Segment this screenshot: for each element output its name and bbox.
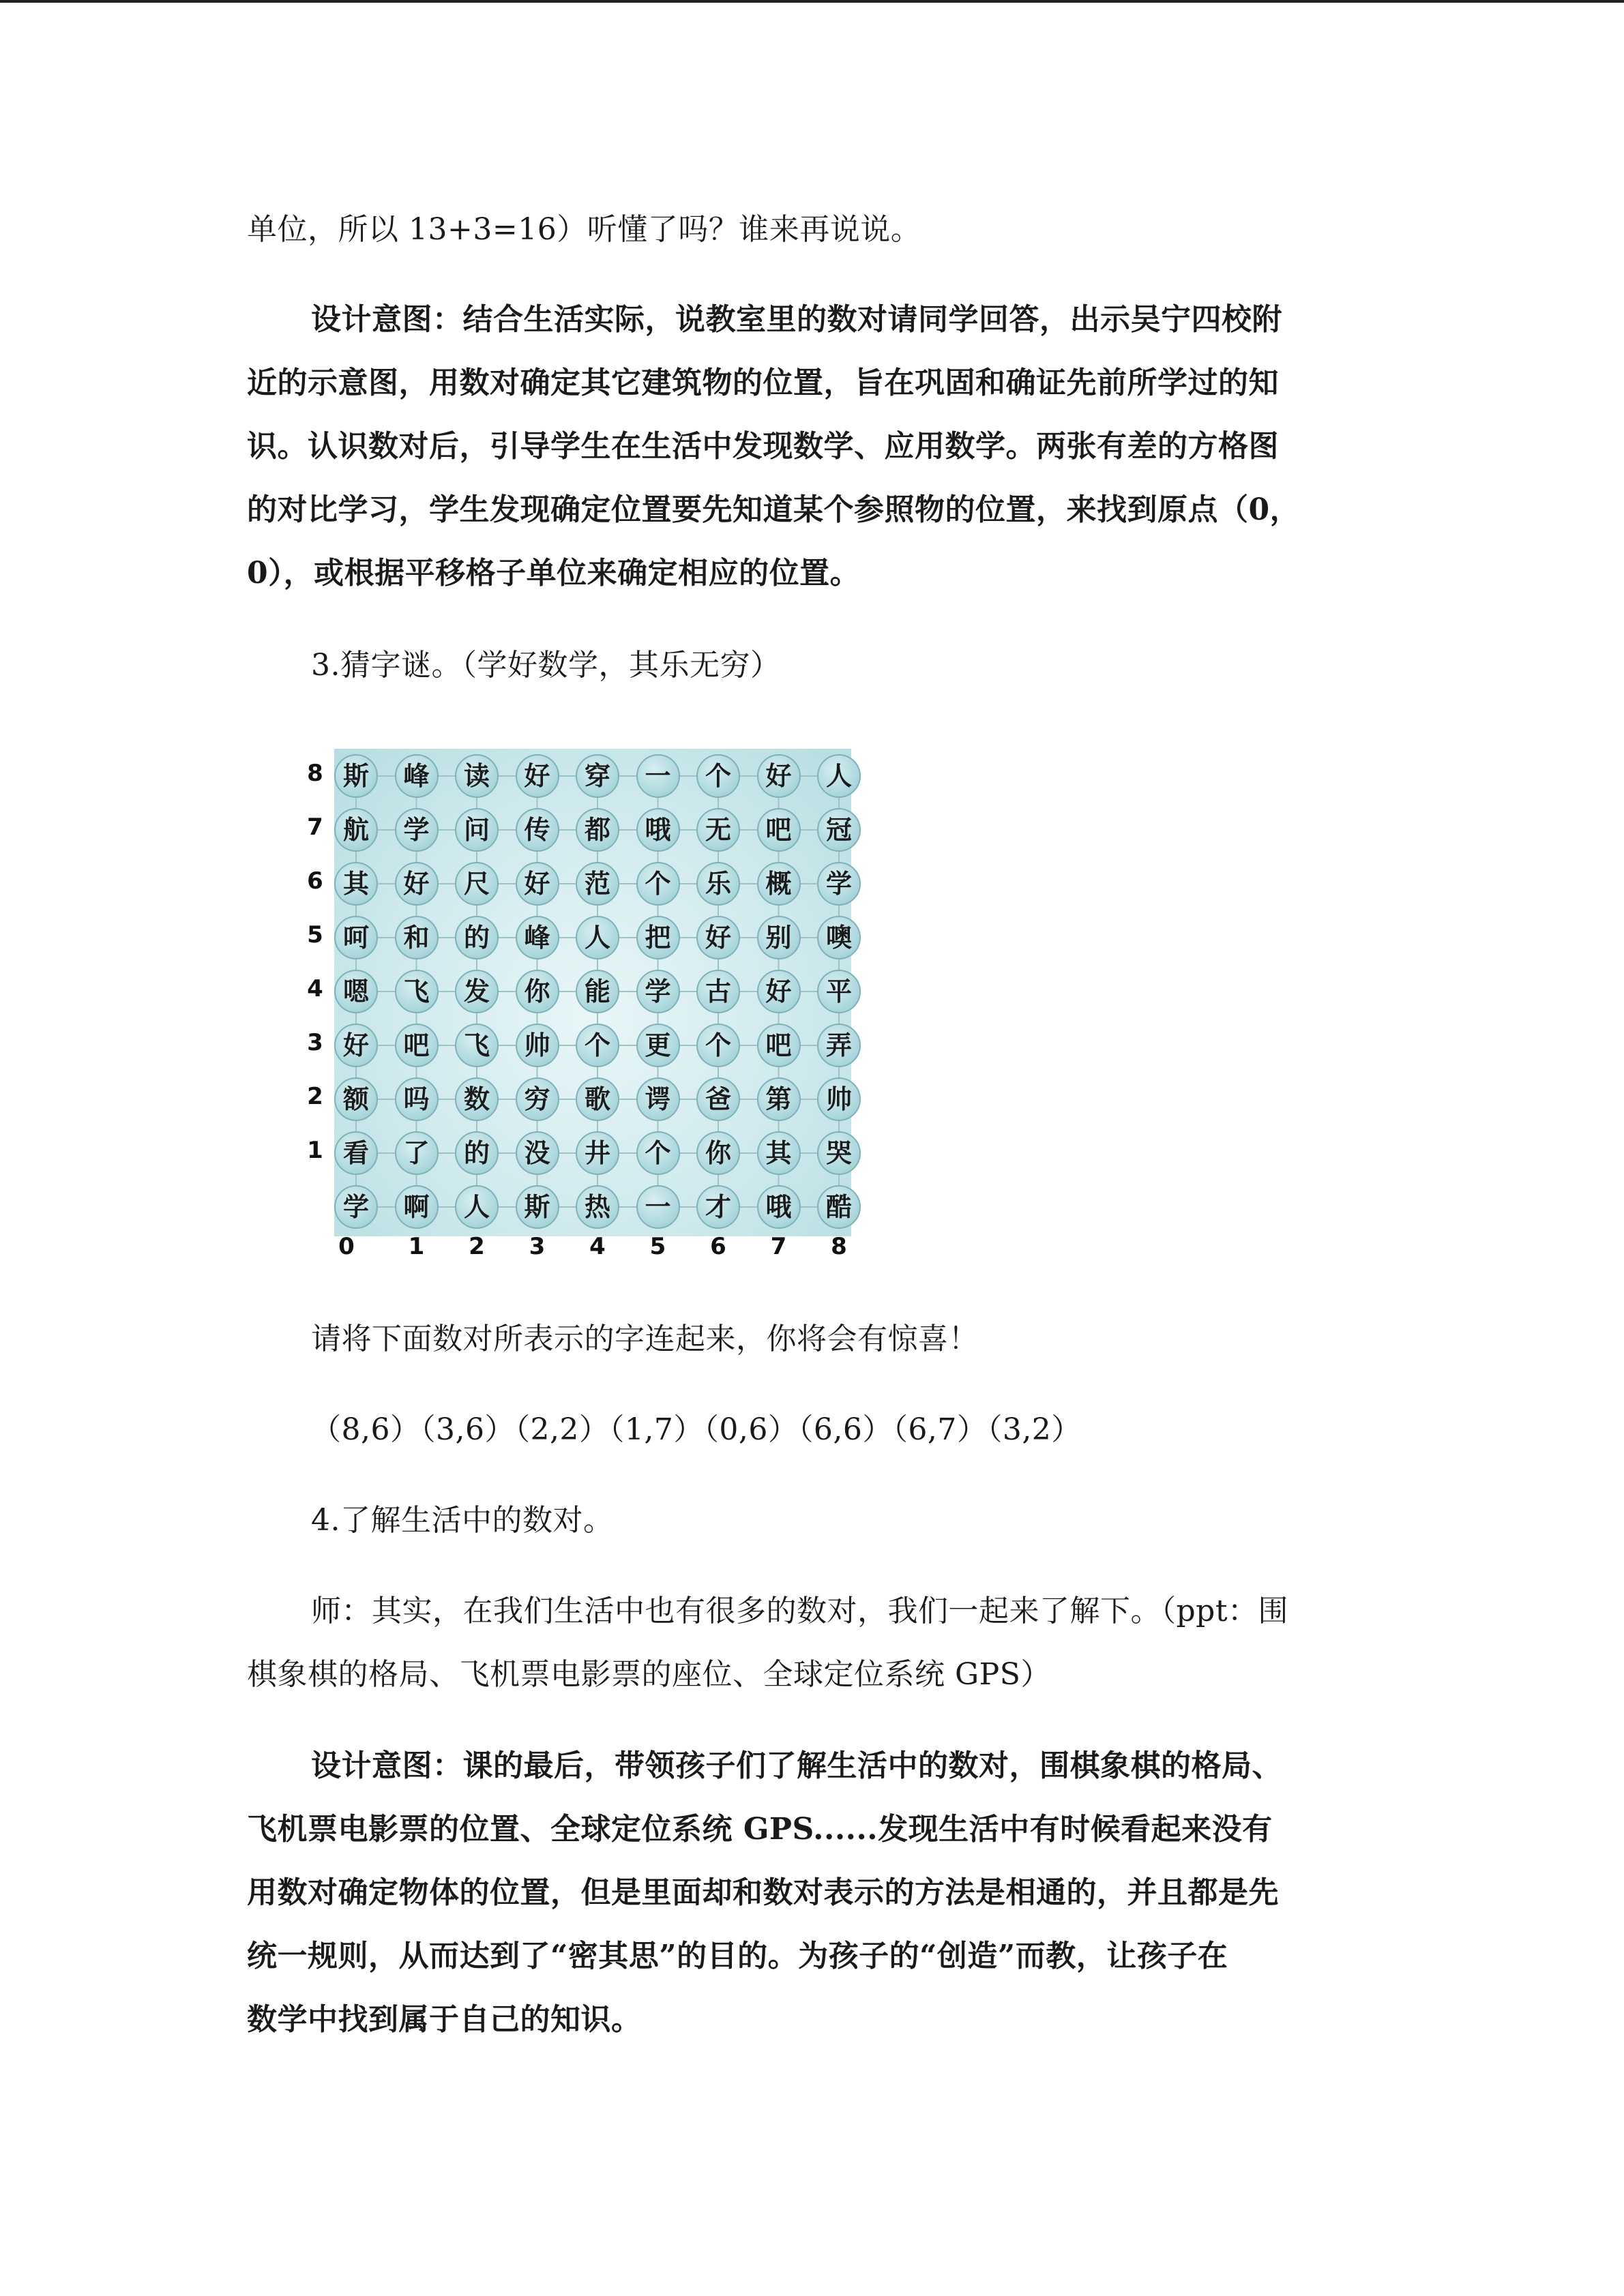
grid-character-cell: 没 (516, 1131, 559, 1175)
grid-character-cell: 读 (455, 754, 499, 798)
grid-character-cell: 穿 (576, 754, 619, 798)
grid-character-cell: 你 (516, 970, 559, 1013)
x-axis-label: 8 (831, 1233, 847, 1260)
section-4-heading: 4.了解生活中的数对。 (311, 1503, 614, 1538)
grid-character-cell: 吗 (395, 1077, 439, 1121)
grid-character-cell: 数 (455, 1077, 499, 1121)
grid-character-cell: 穷 (516, 1077, 559, 1121)
grid-character-cell: 第 (757, 1077, 801, 1121)
grid-character-cell: 发 (455, 970, 499, 1013)
y-axis-label: 5 (307, 921, 323, 949)
grid-character-cell: 个 (696, 754, 740, 798)
grid-character-cell: 了 (395, 1131, 439, 1175)
grid-character-cell: 嗯 (334, 970, 378, 1013)
grid-character-cell: 斯 (334, 754, 378, 798)
design-intent-2-line-5: 数学中找到属于自己的知识。 (247, 2002, 642, 2037)
grid-character-cell: 人 (576, 916, 619, 959)
grid-character-cell: 好 (696, 916, 740, 959)
x-axis-label: 6 (710, 1233, 726, 1260)
design-intent-1-line-2: 近的示意图，用数对确定其它建筑物的位置，旨在巩固和确证先前所学过的知 (247, 366, 1279, 400)
grid-character-cell: 个 (576, 1024, 619, 1067)
grid-character-cell: 一 (636, 754, 680, 798)
design-intent-2-line-3: 用数对确定物体的位置，但是里面却和数对表示的方法是相通的，并且都是先 (247, 1875, 1279, 1910)
grid-character-cell: 其 (334, 862, 378, 906)
grid-character-cell: 好 (516, 862, 559, 906)
grid-character-cell: 航 (334, 808, 378, 852)
teacher-line-2: 棋象棋的格局、飞机票电影票的座位、全球定位系统 GPS） (247, 1657, 1051, 1692)
grid-character-cell: 哦 (757, 1185, 801, 1229)
grid-character-cell: 峰 (516, 916, 559, 959)
design-intent-1-line-1: 设计意图：结合生活实际，说教室里的数对请同学回答，出示吴宁四校附 (311, 302, 1282, 337)
design-intent-2-line-2: 飞机票电影票的位置、全球定位系统 GPS......发现生活中有时候看起来没有 (247, 1812, 1273, 1847)
grid-character-cell: 个 (636, 862, 680, 906)
grid-character-cell: 学 (334, 1185, 378, 1229)
grid-character-cell: 尺 (455, 862, 499, 906)
grid-character-cell: 吧 (395, 1024, 439, 1067)
grid-character-cell: 问 (455, 808, 499, 852)
grid-character-cell: 一 (636, 1185, 680, 1229)
coordinate-pairs: （8,6）（3,6）（2,2）（1,7）（0,6）（6,6）（6,7）（3,2） (311, 1412, 1082, 1447)
section-3-heading: 3.猜字谜。（学好数学，其乐无穷） (311, 648, 781, 683)
grid-character-cell: 帅 (516, 1024, 559, 1067)
grid-character-cell: 你 (696, 1131, 740, 1175)
grid-character-cell: 古 (696, 970, 740, 1013)
grid-character-cell: 啊 (395, 1185, 439, 1229)
grid-character-cell: 其 (757, 1131, 801, 1175)
y-axis-label: 1 (307, 1137, 323, 1164)
y-axis-label: 4 (307, 975, 323, 1002)
grid-character-cell: 学 (395, 808, 439, 852)
grid-character-cell: 呵 (334, 916, 378, 959)
grid-character-cell: 斯 (516, 1185, 559, 1229)
grid-character-cell: 帅 (817, 1077, 861, 1121)
y-axis-label: 7 (307, 814, 323, 841)
grid-character-cell: 能 (576, 970, 619, 1013)
grid-character-cell: 个 (636, 1131, 680, 1175)
grid-character-cell: 好 (516, 754, 559, 798)
puzzle-instruction: 请将下面数对所表示的字连起来，你将会有惊喜！ (311, 1322, 979, 1356)
y-axis-label: 8 (307, 760, 323, 787)
grid-character-cell: 乐 (696, 862, 740, 906)
paragraph-continuation: 单位，所以 13+3=16）听懂了吗？谁来再说说。 (247, 212, 921, 247)
grid-character-cell: 谔 (636, 1077, 680, 1121)
grid-character-cell: 别 (757, 916, 801, 959)
x-axis-label: 0 (338, 1233, 355, 1260)
grid-character-cell: 额 (334, 1077, 378, 1121)
grid-character-cell: 好 (757, 754, 801, 798)
character-grid-puzzle (293, 736, 866, 1268)
x-axis-label: 2 (469, 1233, 485, 1260)
grid-character-cell: 好 (334, 1024, 378, 1067)
x-axis-label: 3 (529, 1233, 546, 1260)
grid-character-cell: 更 (636, 1024, 680, 1067)
grid-character-cell: 井 (576, 1131, 619, 1175)
grid-character-cell: 哦 (636, 808, 680, 852)
grid-character-cell: 吧 (757, 808, 801, 852)
design-intent-1-line-3: 识。认识数对后，引导学生在生活中发现数学、应用数学。两张有差的方格图 (247, 429, 1279, 464)
grid-character-cell: 热 (576, 1185, 619, 1229)
design-intent-2-line-1: 设计意图：课的最后，带领孩子们了解生活中的数对，围棋象棋的格局、 (311, 1748, 1282, 1783)
grid-character-cell: 个 (696, 1024, 740, 1067)
y-axis-label: 6 (307, 867, 323, 895)
grid-character-cell: 传 (516, 808, 559, 852)
teacher-line-1: 师：其实，在我们生活中也有很多的数对，我们一起来了解下。（ppt：围 (311, 1594, 1289, 1628)
grid-character-cell: 好 (757, 970, 801, 1013)
grid-character-cell: 才 (696, 1185, 740, 1229)
grid-character-cell: 学 (636, 970, 680, 1013)
grid-character-cell: 冠 (817, 808, 861, 852)
x-axis-label: 4 (589, 1233, 606, 1260)
design-intent-2-line-4: 统一规则，从而达到了“密其思”的目的。为孩子的“创造”而教，让孩子在 (247, 1939, 1228, 1973)
grid-character-cell: 平 (817, 970, 861, 1013)
grid-character-cell: 和 (395, 916, 439, 959)
grid-character-cell: 峰 (395, 754, 439, 798)
x-axis-label: 7 (770, 1233, 787, 1260)
grid-character-cell: 范 (576, 862, 619, 906)
grid-character-cell: 把 (636, 916, 680, 959)
x-axis-label: 5 (649, 1233, 666, 1260)
grid-character-cell: 的 (455, 916, 499, 959)
grid-character-cell: 歌 (576, 1077, 619, 1121)
grid-character-cell: 飞 (455, 1024, 499, 1067)
grid-character-cell: 学 (817, 862, 861, 906)
grid-character-cell: 都 (576, 808, 619, 852)
grid-character-cell: 吧 (757, 1024, 801, 1067)
grid-character-cell: 酷 (817, 1185, 861, 1229)
grid-character-cell: 飞 (395, 970, 439, 1013)
x-axis-label: 1 (408, 1233, 425, 1260)
grid-character-cell: 无 (696, 808, 740, 852)
grid-character-cell: 人 (455, 1185, 499, 1229)
y-axis-label: 3 (307, 1029, 323, 1056)
grid-character-cell: 概 (757, 862, 801, 906)
grid-character-cell: 哭 (817, 1131, 861, 1175)
design-intent-1-line-4: 的对比学习，学生发现确定位置要先知道某个参照物的位置，来找到原点（0， (247, 492, 1301, 527)
y-axis-label: 2 (307, 1083, 323, 1110)
grid-character-cell: 爸 (696, 1077, 740, 1121)
grid-character-cell: 弄 (817, 1024, 861, 1067)
grid-character-cell: 噢 (817, 916, 861, 959)
grid-character-cell: 的 (455, 1131, 499, 1175)
grid-character-cell: 好 (395, 862, 439, 906)
grid-character-cell: 人 (817, 754, 861, 798)
grid-character-cell: 看 (334, 1131, 378, 1175)
design-intent-1-line-5: 0），或根据平移格子单位来确定相应的位置。 (247, 556, 861, 591)
